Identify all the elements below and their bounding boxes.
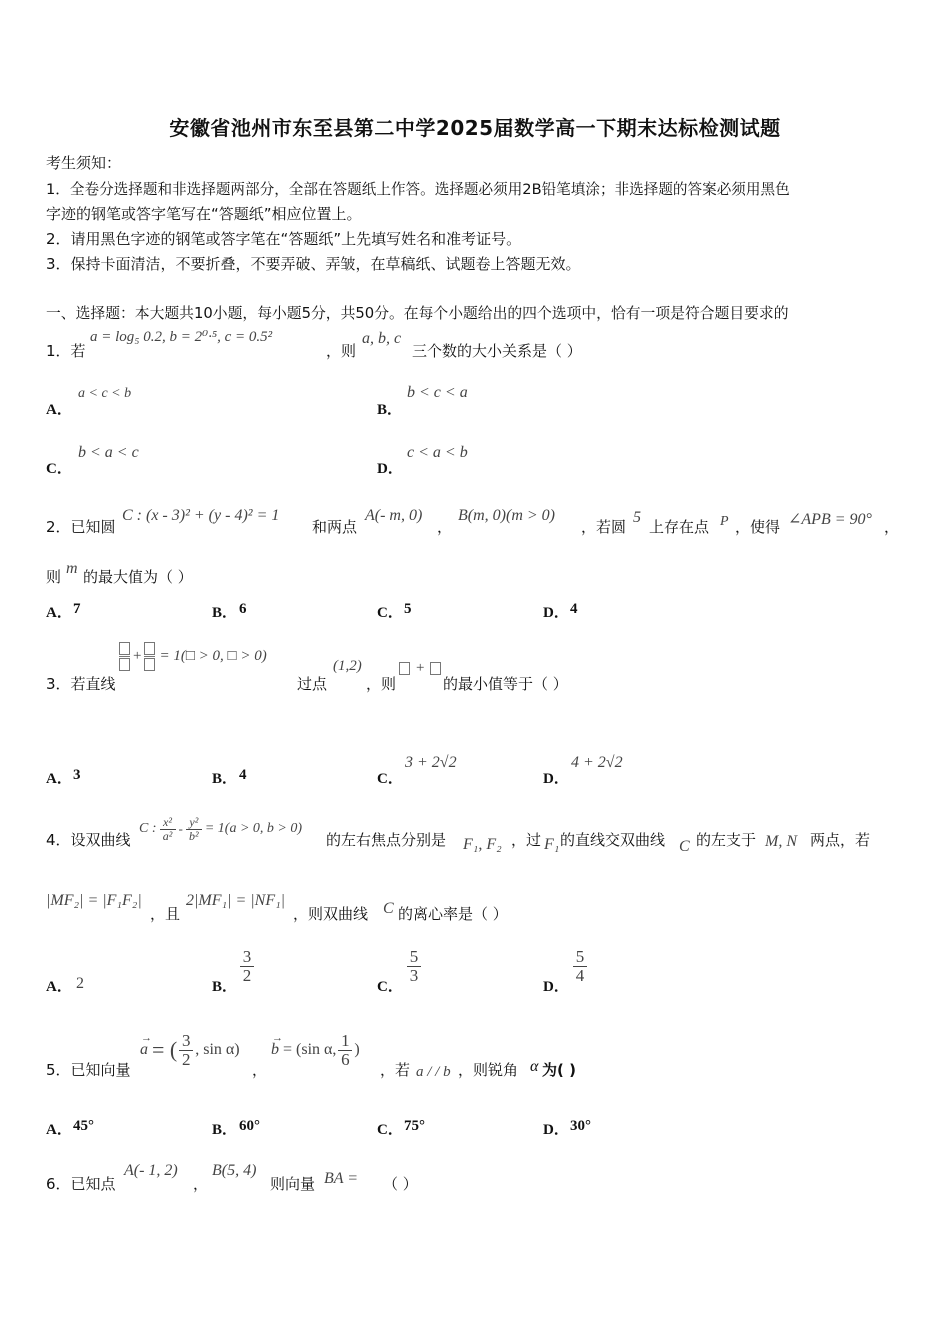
q4-option-d-label: D． (543, 979, 569, 995)
q4-hyperbola: C : $\frac{\text{x²}}{\text{a²}}$ - $\frac{\text{y²}}{\text{b²}}$ = 1(a > 0, b > 0) (139, 815, 303, 843)
placeholder-box-icon (119, 658, 130, 671)
q4-fraction-x: $\frac{\text{x²}}{\text{a²}}$ (160, 816, 176, 842)
placeholder-box-icon (119, 642, 130, 655)
q3-fraction-2 (144, 642, 155, 671)
q4-foci: F₁, F₂ (463, 836, 502, 853)
q2-c: 5 (633, 509, 641, 526)
q1-option-b: b < c < a (407, 384, 468, 401)
notice-item-3: 3．保持卡面清洁，不要折叠，不要弄破、弄皱，在草稿纸、试题卷上答题无效。 (46, 255, 581, 273)
q3-option-b: 4 (239, 767, 247, 783)
q1-mid: ，则 (326, 342, 357, 360)
q4-text-4: 的左支于 (696, 831, 757, 849)
q2-point-a: A(- m, 0) (365, 507, 423, 524)
q6-text-1: 则向量 (270, 1175, 316, 1193)
q5-a-symbol: → a (140, 1032, 152, 1059)
q5-option-b-label: B． (212, 1122, 238, 1138)
q2-m: m (66, 560, 78, 577)
q1-formula: a = log₅ 0.2, b = 2⁰·⁵, c = 0.5² (90, 329, 273, 345)
q2-option-b: 6 (239, 601, 247, 617)
q4-text-8: 的离心率是（ ） (398, 905, 508, 923)
q6-text-2: （ ） (383, 1175, 418, 1193)
q4-eq-2: 2|MF₁| = |NF₁| (186, 892, 286, 909)
q4-fraction-y: $\frac{\text{y²}}{\text{b²}}$ (186, 816, 202, 842)
q5-text-3: 为( ) (542, 1061, 576, 1079)
q1-option-c: b < a < c (78, 444, 139, 461)
q5-vector-b: → b = (sin α, $\frac{1}{6}$ ) (271, 1031, 360, 1069)
q6-comma: ， (193, 1175, 209, 1193)
q1-option-b-label: B． (377, 402, 403, 418)
q5-vector-a: → a = ( $\frac{3}{2}$ , sin α) (140, 1031, 240, 1069)
q5-option-a-label: A． (46, 1122, 72, 1138)
q2-option-c: 5 (404, 601, 412, 617)
q4-option-c: $\frac{5}{3}$ (407, 948, 421, 985)
q4-mn: M, N (765, 833, 797, 850)
q2-text-3: 上存在点 (649, 518, 710, 536)
q4-text-1: 的左右焦点分别是 (326, 831, 447, 849)
q2-angle: ∠APB = 90° (788, 511, 872, 528)
q3-text-1: 过点 (297, 675, 328, 693)
placeholder-box-icon (399, 662, 410, 675)
q2-text-2: ，若圆 (581, 518, 627, 536)
q4-option-c-label: C． (377, 979, 403, 995)
notice-heading: 考生须知： (46, 154, 122, 172)
q3-option-a: 3 (73, 767, 81, 783)
q3-option-d-label: D． (543, 771, 569, 787)
q5-parallel: a / / b (416, 1064, 451, 1080)
q2-point-b: B(m, 0)(m > 0) (458, 507, 555, 524)
q3-line-equation: + = 1(□ > 0, □ > 0) (119, 642, 267, 671)
q4-number: 4．设双曲线 (46, 831, 131, 849)
q4-text-2: ，过 (511, 831, 542, 849)
q5-option-a: 45° (73, 1118, 94, 1134)
q1-option-a: a < c < b (78, 386, 132, 401)
q4-option-b: $\frac{3}{2}$ (240, 948, 254, 985)
q3-option-a-label: A． (46, 771, 72, 787)
q2-number: 2．已知圆 (46, 518, 116, 536)
q4-option-a-label: A． (46, 979, 72, 995)
q2-option-d: 4 (570, 601, 578, 617)
q2-circle: C : (x - 3)² + (y - 4)² = 1 (122, 507, 280, 524)
q2-option-d-label: D． (543, 605, 569, 621)
q3-option-d: 4 + 2√2 (571, 754, 623, 771)
q5-option-c-label: C． (377, 1122, 403, 1138)
q3-point: (1,2) (333, 658, 362, 674)
notice-item-2: 2．请用黑色字迹的钢笔或答字笔在“答题纸”上先填写姓名和准考证号。 (46, 230, 522, 248)
q2-comma: ， (437, 518, 453, 536)
q5-comma: ， (252, 1061, 268, 1079)
page-title: 安徽省池州市东至县第二中学2025届数学高一下期末达标检测试题 (169, 116, 781, 140)
q2-text-1: 和两点 (312, 518, 358, 536)
q5-b-symbol: → b (271, 1032, 283, 1059)
q3-number: 3．若直线 (46, 675, 116, 693)
section-heading: 一、选择题：本大题共10小题，每小题5分，共50分。在每个小题给出的四个选项中，恰有一项是符合题目要求的 (46, 305, 789, 322)
q4-condition: = 1(a > 0, b > 0) (204, 821, 303, 837)
q2-text-5: ， (884, 518, 900, 536)
q3-option-c-label: C． (377, 771, 403, 787)
q4-text-6: ，且 (150, 905, 181, 923)
q1-number: 1．若 (46, 342, 86, 360)
q4-text-7: ，则双曲线 (293, 905, 369, 923)
q5-text-1: ，若 (380, 1061, 411, 1079)
q2-line2-post: 的最大值为（ ） (83, 568, 193, 586)
q5-option-d: 30° (570, 1118, 591, 1134)
q3-expression: + (399, 660, 441, 677)
q1-tail: 三个数的大小关系是（ ） (412, 342, 582, 360)
q4-f1: F₁ (544, 836, 560, 853)
q4-eq-1: |MF₂| = |F₁F₂| (46, 892, 142, 909)
q2-option-c-label: C． (377, 605, 403, 621)
q2-option-a-label: A． (46, 605, 72, 621)
q5-alpha: α (530, 1058, 539, 1075)
placeholder-box-icon (144, 658, 155, 671)
q4-c-2: C (383, 900, 394, 917)
notice-item-1-line-2: 字迹的钢笔或答字笔写在“答题纸”相应位置上。 (46, 205, 362, 223)
q5-text-2: ，则锐角 (458, 1061, 519, 1079)
q1-vars: a, b, c (362, 330, 402, 347)
q4-option-a: 2 (76, 975, 84, 992)
q4-curve-label: C : (139, 821, 157, 837)
q3-condition: = 1(□ > 0, □ > 0) (159, 648, 267, 664)
q2-option-a: 7 (73, 601, 81, 617)
q5-option-d-label: D． (543, 1122, 569, 1138)
q4-option-d: $\frac{5}{4}$ (573, 948, 587, 985)
q5-number: 5．已知向量 (46, 1061, 131, 1079)
q5-option-c: 75° (404, 1118, 425, 1134)
placeholder-box-icon (430, 662, 441, 675)
q3-option-c: 3 + 2√2 (405, 754, 457, 771)
q1-option-c-label: C． (46, 461, 72, 477)
q2-p: P (720, 514, 729, 529)
q1-option-d: c < a < b (407, 444, 468, 461)
q3-text-2: ，则 (366, 675, 397, 693)
q4-option-b-label: B． (212, 979, 238, 995)
placeholder-box-icon (144, 642, 155, 655)
q6-point-a: A(- 1, 2) (124, 1162, 178, 1179)
q2-option-b-label: B． (212, 605, 238, 621)
notice-item-1-line-1: 1．全卷分选择题和非选择题两部分，全部在答题纸上作答。选择题必须用2B铅笔填涂；非选择题的答案必须用黑色 (46, 181, 790, 198)
q3-option-b-label: B． (212, 771, 238, 787)
q2-text-4: ，使得 (735, 518, 781, 536)
q3-fraction-1 (119, 642, 130, 671)
q3-text-3: 的最小值等于（ ） (443, 675, 568, 693)
q6-ba: BA = (324, 1170, 359, 1187)
q6-number: 6．已知点 (46, 1175, 116, 1193)
q2-line2-pre: 则 (46, 568, 62, 586)
q6-point-b: B(5, 4) (212, 1162, 257, 1179)
q5-option-b: 60° (239, 1118, 260, 1134)
q4-text-5: 两点，若 (810, 831, 871, 849)
q4-c: C (679, 838, 690, 855)
q1-option-a-label: A． (46, 402, 72, 418)
q4-text-3: 的直线交双曲线 (560, 831, 666, 849)
q1-option-d-label: D． (377, 461, 403, 477)
